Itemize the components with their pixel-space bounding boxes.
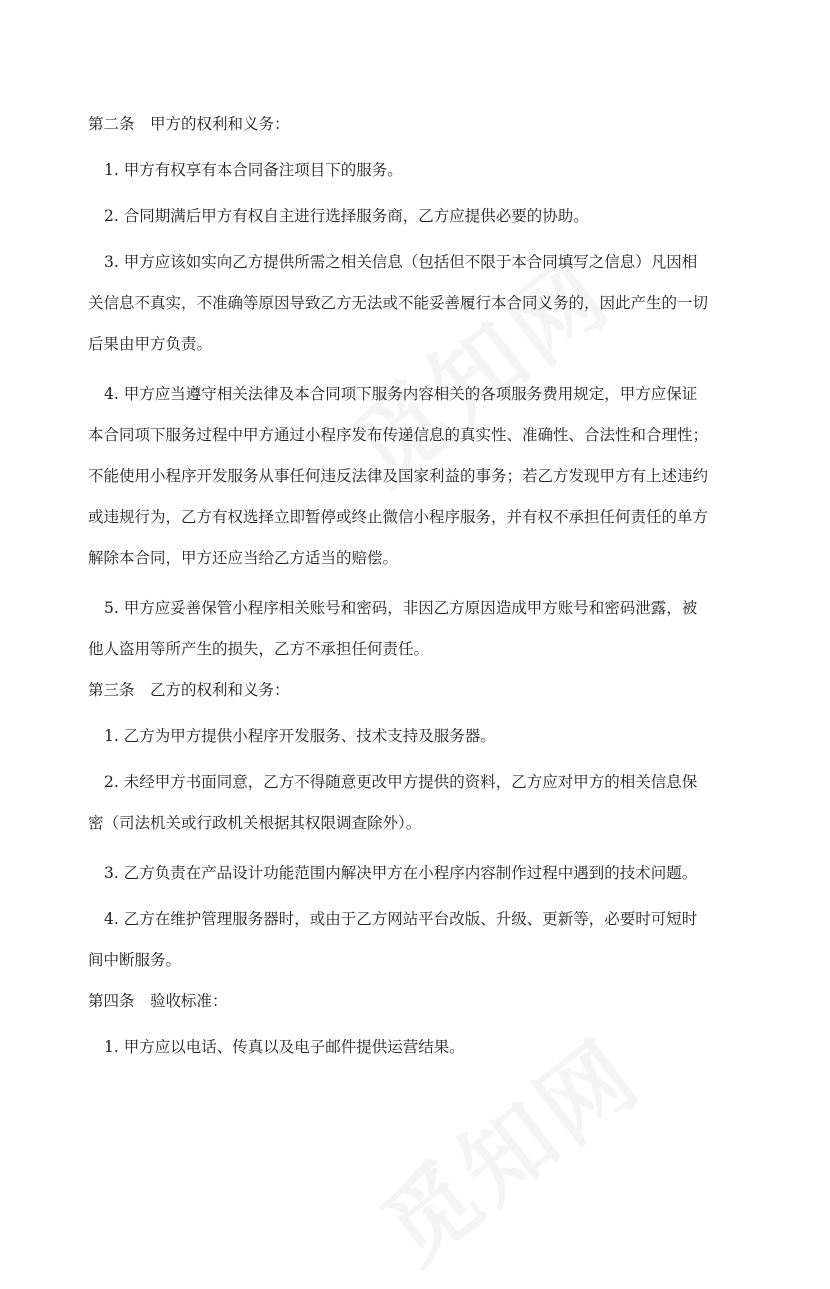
article-2-item-4-line-2: 本合同项下服务过程中甲方通过小程序发布传递信息的真实性、准确性、合法性和合理性； (88, 426, 709, 444)
article-2-heading: 第二条 甲方的权利和义务： (88, 115, 290, 133)
article-2-item-4-line-1: 4. 甲方应当遵守相关法律及本合同项下服务内容相关的各项服务费用规定，甲方应保证 (104, 385, 698, 403)
article-2-item-4-line-5: 解除本合同，甲方还应当给乙方适当的赔偿。 (88, 549, 399, 567)
article-2-item-3-line-2: 关信息不真实，不准确等原因导致乙方无法或不能妥善履行本合同义务的，因此产生的一切 (88, 294, 709, 312)
article-3-item-4-line-2: 间中断服务。 (88, 951, 182, 969)
article-4-heading: 第四条 验收标准： (88, 992, 228, 1010)
article-2-item-5-line-2: 他人盗用等所产生的损失，乙方不承担任何责任。 (88, 640, 430, 658)
article-2-item-3-line-1: 3. 甲方应该如实向乙方提供所需之相关信息（包括但不限于本合同填写之信息）凡因相 (104, 253, 698, 271)
article-2-item-4-line-4: 或违规行为，乙方有权选择立即暂停或终止微信小程序服务，并有权不承担任何责任的单方 (88, 508, 709, 526)
article-2-item-3-line-3: 后果由甲方负责。 (88, 335, 213, 353)
article-2-item-5-line-1: 5. 甲方应妥善保管小程序相关账号和密码，非因乙方原因造成甲方账号和密码泄露，被 (104, 599, 698, 617)
article-3-item-1: 1. 乙方为甲方提供小程序开发服务、技术支持及服务器。 (104, 727, 496, 745)
article-3-item-2-line-2: 密（司法机关或行政机关根据其权限调查除外）。 (88, 814, 422, 832)
article-3-item-4-line-1: 4. 乙方在维护管理服务器时，或由于乙方网站平台改版、升级、更新等，必要时可短时 (104, 910, 698, 928)
article-2-item-1: 1. 甲方有权享有本合同备注项目下的服务。 (104, 161, 403, 179)
document-body (88, 106, 748, 1065)
article-2-item-4-line-3: 不能使用小程序开发服务从事任何违反法律及国家利益的事务；若乙方发现甲方有上述违约 (88, 467, 709, 485)
article-3-item-2-line-1: 2. 未经甲方书面同意，乙方不得随意更改甲方提供的资料，乙方应对甲方的相关信息保 (104, 773, 698, 791)
article-3-item-3: 3. 乙方负责在产品设计功能范围内解决甲方在小程序内容制作过程中遇到的技术问题。 (104, 864, 698, 882)
article-3-heading: 第三条 乙方的权利和义务： (88, 681, 290, 699)
article-2-item-2: 2. 合同期满后甲方有权自主进行选择服务商，乙方应提供必要的协助。 (104, 207, 589, 225)
article-4-item-1: 1. 甲方应以电话、传真以及电子邮件提供运营结果。 (104, 1038, 465, 1056)
